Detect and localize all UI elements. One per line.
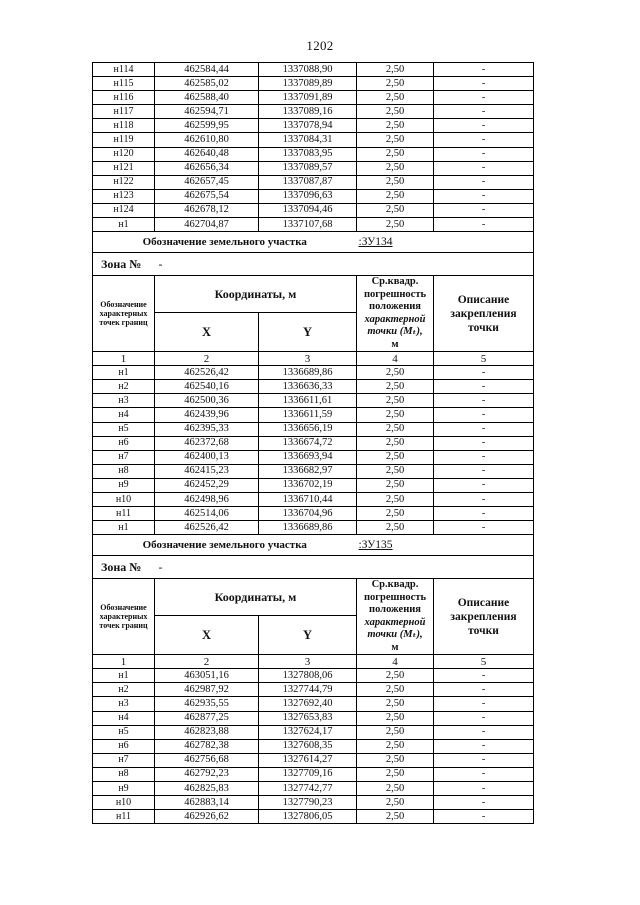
x-column-header: X bbox=[155, 616, 259, 655]
y-coordinate-cell: 1327624,17 bbox=[259, 725, 357, 739]
description-cell: - bbox=[434, 394, 534, 408]
table-row bbox=[93, 753, 534, 767]
zone-label: Зона № bbox=[93, 556, 155, 579]
coordinates-table bbox=[92, 62, 534, 824]
table-row bbox=[93, 478, 534, 492]
zone-value: - bbox=[155, 253, 534, 276]
x-coordinate-cell: 462400,13 bbox=[155, 450, 259, 464]
x-coordinate-cell: 463051,16 bbox=[155, 669, 259, 683]
x-coordinate-cell: 462439,96 bbox=[155, 408, 259, 422]
y-coordinate-cell: 1336689,86 bbox=[259, 366, 357, 380]
point-id-cell: н4 bbox=[93, 408, 155, 422]
x-coordinate-cell: 462585,02 bbox=[155, 77, 259, 91]
description-cell: - bbox=[434, 133, 534, 147]
table-row bbox=[93, 782, 534, 796]
description-cell: - bbox=[434, 161, 534, 175]
error-header-line: м bbox=[391, 338, 399, 350]
error-cell: 2,50 bbox=[357, 366, 434, 380]
table-row bbox=[93, 683, 534, 697]
y-coordinate-cell: 1327806,05 bbox=[259, 810, 357, 824]
point-id-cell: н5 bbox=[93, 725, 155, 739]
error-cell: 2,50 bbox=[357, 725, 434, 739]
description-cell: - bbox=[434, 669, 534, 683]
plot-id: :ЗУ135 bbox=[358, 539, 393, 552]
y-column-header: Y bbox=[259, 313, 357, 352]
x-coordinate-cell: 462498,96 bbox=[155, 492, 259, 506]
table-row bbox=[93, 739, 534, 753]
error-cell: 2,50 bbox=[357, 105, 434, 119]
y-coordinate-cell: 1327653,83 bbox=[259, 711, 357, 725]
y-coordinate-cell: 1337091,89 bbox=[259, 91, 357, 105]
y-coordinate-cell: 1336682,97 bbox=[259, 464, 357, 478]
description-cell: - bbox=[434, 366, 534, 380]
point-id-cell: н5 bbox=[93, 422, 155, 436]
point-id-cell: н122 bbox=[93, 175, 155, 189]
description-cell: - bbox=[434, 189, 534, 203]
y-coordinate-cell: 1336689,86 bbox=[259, 521, 357, 535]
y-coordinate-cell: 1337088,90 bbox=[259, 63, 357, 77]
x-coordinate-cell: 462599,95 bbox=[155, 119, 259, 133]
point-id-cell: н10 bbox=[93, 796, 155, 810]
table-row bbox=[93, 711, 534, 725]
x-coordinate-cell: 462415,23 bbox=[155, 464, 259, 478]
y-coordinate-cell: 1327744,79 bbox=[259, 683, 357, 697]
error-cell: 2,50 bbox=[357, 478, 434, 492]
description-cell: - bbox=[434, 147, 534, 161]
description-cell: - bbox=[434, 119, 534, 133]
description-cell: - bbox=[434, 492, 534, 506]
description-cell: - bbox=[434, 711, 534, 725]
table-row bbox=[93, 507, 534, 521]
description-cell: - bbox=[434, 203, 534, 217]
column-number: 4 bbox=[357, 352, 434, 366]
error-header-line: точки (Mₜ), bbox=[367, 326, 423, 338]
table-row bbox=[93, 810, 534, 824]
point-id-cell: н9 bbox=[93, 478, 155, 492]
description-cell: - bbox=[434, 464, 534, 478]
point-id-cell: н4 bbox=[93, 711, 155, 725]
point-id-cell: н123 bbox=[93, 189, 155, 203]
y-coordinate-cell: 1327614,27 bbox=[259, 753, 357, 767]
error-cell: 2,50 bbox=[357, 394, 434, 408]
error-cell: 2,50 bbox=[357, 796, 434, 810]
table-row bbox=[93, 492, 534, 506]
x-coordinate-cell: 462656,34 bbox=[155, 161, 259, 175]
column-number: 3 bbox=[259, 352, 357, 366]
point-id-cell: н2 bbox=[93, 380, 155, 394]
table-row bbox=[93, 203, 534, 217]
table-row bbox=[93, 77, 534, 91]
x-coordinate-cell: 462926,62 bbox=[155, 810, 259, 824]
description-cell: - bbox=[434, 91, 534, 105]
x-coordinate-cell: 462825,83 bbox=[155, 782, 259, 796]
table-row bbox=[93, 63, 534, 77]
point-id-cell: н6 bbox=[93, 739, 155, 753]
description-cell: - bbox=[434, 63, 534, 77]
zone-label: Зона № bbox=[93, 253, 155, 276]
y-coordinate-cell: 1327709,16 bbox=[259, 767, 357, 781]
x-coordinate-cell: 462678,12 bbox=[155, 203, 259, 217]
y-coordinate-cell: 1336702,19 bbox=[259, 478, 357, 492]
x-coordinate-cell: 462584,44 bbox=[155, 63, 259, 77]
error-cell: 2,50 bbox=[357, 753, 434, 767]
x-coordinate-cell: 462540,16 bbox=[155, 380, 259, 394]
y-coordinate-cell: 1337087,87 bbox=[259, 175, 357, 189]
x-coordinate-cell: 462514,06 bbox=[155, 507, 259, 521]
description-cell: - bbox=[434, 380, 534, 394]
error-cell: 2,50 bbox=[357, 408, 434, 422]
column-number-row bbox=[93, 655, 534, 669]
error-cell: 2,50 bbox=[357, 161, 434, 175]
error-header-line: положения bbox=[369, 301, 421, 313]
point-id-cell: н7 bbox=[93, 753, 155, 767]
table-row bbox=[93, 147, 534, 161]
error-cell: 2,50 bbox=[357, 422, 434, 436]
table-row bbox=[93, 725, 534, 739]
description-cell: - bbox=[434, 697, 534, 711]
column-number: 1 bbox=[93, 655, 155, 669]
description-cell: - bbox=[434, 739, 534, 753]
description-cell: - bbox=[434, 725, 534, 739]
x-coordinate-cell: 462526,42 bbox=[155, 366, 259, 380]
table-row bbox=[93, 767, 534, 781]
x-column-header: X bbox=[155, 313, 259, 352]
table-row bbox=[93, 521, 534, 535]
error-cell: 2,50 bbox=[357, 739, 434, 753]
error-header-line: м bbox=[391, 641, 399, 653]
error-header-line: положения bbox=[369, 604, 421, 616]
description-cell: - bbox=[434, 683, 534, 697]
description-cell: - bbox=[434, 436, 534, 450]
y-coordinate-cell: 1336611,61 bbox=[259, 394, 357, 408]
description-cell: - bbox=[434, 77, 534, 91]
point-id-cell: н11 bbox=[93, 507, 155, 521]
y-coordinate-cell: 1337078,94 bbox=[259, 119, 357, 133]
column-number: 5 bbox=[434, 655, 534, 669]
point-id-cell: н10 bbox=[93, 492, 155, 506]
x-coordinate-cell: 462935,55 bbox=[155, 697, 259, 711]
header-row bbox=[93, 579, 534, 616]
x-coordinate-cell: 462792,23 bbox=[155, 767, 259, 781]
error-cell: 2,50 bbox=[357, 63, 434, 77]
point-id-cell: н8 bbox=[93, 767, 155, 781]
error-cell: 2,50 bbox=[357, 683, 434, 697]
table-row bbox=[93, 796, 534, 810]
error-header-line: Ср.квадр. bbox=[371, 276, 419, 288]
x-coordinate-cell: 462395,33 bbox=[155, 422, 259, 436]
table-row bbox=[93, 464, 534, 478]
table-row bbox=[93, 105, 534, 119]
description-cell: - bbox=[434, 105, 534, 119]
page-number: 1202 bbox=[306, 38, 334, 53]
x-coordinate-cell: 462588,40 bbox=[155, 91, 259, 105]
coordinates-column-header: Координаты, м bbox=[155, 276, 357, 313]
y-coordinate-cell: 1336674,72 bbox=[259, 436, 357, 450]
point-id-cell: н120 bbox=[93, 147, 155, 161]
point-id-cell: н121 bbox=[93, 161, 155, 175]
plot-designation-value bbox=[357, 535, 534, 556]
error-header-line: погрешность bbox=[363, 591, 427, 603]
x-coordinate-cell: 462756,68 bbox=[155, 753, 259, 767]
description-cell: - bbox=[434, 782, 534, 796]
y-coordinate-cell: 1337094,46 bbox=[259, 203, 357, 217]
description-cell: - bbox=[434, 810, 534, 824]
description-cell: - bbox=[434, 521, 534, 535]
column-number: 2 bbox=[155, 352, 259, 366]
column-number: 4 bbox=[357, 655, 434, 669]
error-cell: 2,50 bbox=[357, 810, 434, 824]
zone-value: - bbox=[155, 556, 534, 579]
table-row bbox=[93, 436, 534, 450]
column-number: 3 bbox=[259, 655, 357, 669]
point-id-cell: н118 bbox=[93, 119, 155, 133]
y-coordinate-cell: 1336710,44 bbox=[259, 492, 357, 506]
error-cell: 2,50 bbox=[357, 91, 434, 105]
x-coordinate-cell: 462877,25 bbox=[155, 711, 259, 725]
description-cell: - bbox=[434, 408, 534, 422]
y-column-header: Y bbox=[259, 616, 357, 655]
table-row bbox=[93, 408, 534, 422]
description-cell: - bbox=[434, 450, 534, 464]
x-coordinate-cell: 462610,80 bbox=[155, 133, 259, 147]
error-cell: 2,50 bbox=[357, 175, 434, 189]
x-coordinate-cell: 462372,68 bbox=[155, 436, 259, 450]
table-row bbox=[93, 394, 534, 408]
error-cell: 2,50 bbox=[357, 77, 434, 91]
x-coordinate-cell: 462657,45 bbox=[155, 175, 259, 189]
error-cell: 2,50 bbox=[357, 697, 434, 711]
coordinates-column-header: Координаты, м bbox=[155, 579, 357, 616]
point-id-cell: н7 bbox=[93, 450, 155, 464]
point-id-cell: н114 bbox=[93, 63, 155, 77]
error-cell: 2,50 bbox=[357, 189, 434, 203]
y-coordinate-cell: 1337107,68 bbox=[259, 218, 357, 232]
x-coordinate-cell: 462987,92 bbox=[155, 683, 259, 697]
point-id-cell: н1 bbox=[93, 218, 155, 232]
error-cell: 2,50 bbox=[357, 782, 434, 796]
error-cell: 2,50 bbox=[357, 203, 434, 217]
plot-id: :ЗУ134 bbox=[358, 236, 393, 249]
error-cell: 2,50 bbox=[357, 767, 434, 781]
error-header-line: характерной bbox=[364, 616, 426, 628]
description-cell: - bbox=[434, 507, 534, 521]
error-cell: 2,50 bbox=[357, 464, 434, 478]
header-row bbox=[93, 276, 534, 313]
x-coordinate-cell: 462526,42 bbox=[155, 521, 259, 535]
x-coordinate-cell: 462452,29 bbox=[155, 478, 259, 492]
error-header-line: точки (Mₜ), bbox=[367, 629, 423, 641]
y-coordinate-cell: 1327790,23 bbox=[259, 796, 357, 810]
column-number: 2 bbox=[155, 655, 259, 669]
y-coordinate-cell: 1337084,31 bbox=[259, 133, 357, 147]
table-row bbox=[93, 669, 534, 683]
y-coordinate-cell: 1336704,96 bbox=[259, 507, 357, 521]
description-cell: - bbox=[434, 422, 534, 436]
point-id-cell: н3 bbox=[93, 394, 155, 408]
description-cell: - bbox=[434, 175, 534, 189]
error-cell: 2,50 bbox=[357, 380, 434, 394]
column-number: 5 bbox=[434, 352, 534, 366]
y-coordinate-cell: 1336693,94 bbox=[259, 450, 357, 464]
point-id-cell: н116 bbox=[93, 91, 155, 105]
x-coordinate-cell: 462823,88 bbox=[155, 725, 259, 739]
point-id-cell: н6 bbox=[93, 436, 155, 450]
description-column-header: Описание закрепления точки bbox=[434, 276, 534, 352]
table-row bbox=[93, 450, 534, 464]
error-header-line: погрешность bbox=[363, 288, 427, 300]
table-row bbox=[93, 161, 534, 175]
plot-designation-row bbox=[93, 535, 534, 556]
y-coordinate-cell: 1336636,33 bbox=[259, 380, 357, 394]
table-row bbox=[93, 697, 534, 711]
description-cell: - bbox=[434, 218, 534, 232]
table-row bbox=[93, 380, 534, 394]
y-coordinate-cell: 1337096,63 bbox=[259, 189, 357, 203]
x-coordinate-cell: 462500,36 bbox=[155, 394, 259, 408]
y-coordinate-cell: 1337083,95 bbox=[259, 147, 357, 161]
description-column-header: Описание закрепления точки bbox=[434, 579, 534, 655]
y-coordinate-cell: 1327608,35 bbox=[259, 739, 357, 753]
error-cell: 2,50 bbox=[357, 492, 434, 506]
table-row bbox=[93, 119, 534, 133]
y-coordinate-cell: 1327808,06 bbox=[259, 669, 357, 683]
plot-designation-value bbox=[357, 232, 534, 253]
point-id-cell: н1 bbox=[93, 669, 155, 683]
point-id-cell: н117 bbox=[93, 105, 155, 119]
points-column-header: Обозначение характерных точек границ bbox=[93, 579, 155, 655]
point-id-cell: н115 bbox=[93, 77, 155, 91]
error-column-header bbox=[357, 579, 434, 655]
plot-designation-label: Обозначение земельного участка bbox=[93, 232, 357, 253]
plot-designation-label: Обозначение земельного участка bbox=[93, 535, 357, 556]
y-coordinate-cell: 1336656,19 bbox=[259, 422, 357, 436]
table-row bbox=[93, 91, 534, 105]
table-row bbox=[93, 175, 534, 189]
point-id-cell: н119 bbox=[93, 133, 155, 147]
point-id-cell: н124 bbox=[93, 203, 155, 217]
y-coordinate-cell: 1327742,77 bbox=[259, 782, 357, 796]
description-cell: - bbox=[434, 478, 534, 492]
point-id-cell: н11 bbox=[93, 810, 155, 824]
table-row bbox=[93, 422, 534, 436]
x-coordinate-cell: 462675,54 bbox=[155, 189, 259, 203]
error-cell: 2,50 bbox=[357, 133, 434, 147]
error-column-header bbox=[357, 276, 434, 352]
x-coordinate-cell: 462594,71 bbox=[155, 105, 259, 119]
point-id-cell: н8 bbox=[93, 464, 155, 478]
description-cell: - bbox=[434, 753, 534, 767]
x-coordinate-cell: 462782,38 bbox=[155, 739, 259, 753]
column-number-row bbox=[93, 352, 534, 366]
y-coordinate-cell: 1337089,16 bbox=[259, 105, 357, 119]
table-row bbox=[93, 133, 534, 147]
point-id-cell: н1 bbox=[93, 366, 155, 380]
points-column-header: Обозначение характерных точек границ bbox=[93, 276, 155, 352]
y-coordinate-cell: 1337089,89 bbox=[259, 77, 357, 91]
table-row bbox=[93, 218, 534, 232]
error-cell: 2,50 bbox=[357, 711, 434, 725]
error-cell: 2,50 bbox=[357, 669, 434, 683]
error-cell: 2,50 bbox=[357, 218, 434, 232]
point-id-cell: н1 bbox=[93, 521, 155, 535]
plot-designation-row bbox=[93, 232, 534, 253]
zone-row bbox=[93, 253, 534, 276]
error-cell: 2,50 bbox=[357, 436, 434, 450]
x-coordinate-cell: 462640,48 bbox=[155, 147, 259, 161]
point-id-cell: н3 bbox=[93, 697, 155, 711]
error-header-line: характерной bbox=[364, 313, 426, 325]
error-cell: 2,50 bbox=[357, 521, 434, 535]
y-coordinate-cell: 1337089,57 bbox=[259, 161, 357, 175]
table-row bbox=[93, 366, 534, 380]
point-id-cell: н2 bbox=[93, 683, 155, 697]
description-cell: - bbox=[434, 767, 534, 781]
x-coordinate-cell: 462883,14 bbox=[155, 796, 259, 810]
column-number: 1 bbox=[93, 352, 155, 366]
table-row bbox=[93, 189, 534, 203]
y-coordinate-cell: 1327692,40 bbox=[259, 697, 357, 711]
error-cell: 2,50 bbox=[357, 147, 434, 161]
error-cell: 2,50 bbox=[357, 119, 434, 133]
error-cell: 2,50 bbox=[357, 450, 434, 464]
x-coordinate-cell: 462704,87 bbox=[155, 218, 259, 232]
zone-row bbox=[93, 556, 534, 579]
error-cell: 2,50 bbox=[357, 507, 434, 521]
y-coordinate-cell: 1336611,59 bbox=[259, 408, 357, 422]
point-id-cell: н9 bbox=[93, 782, 155, 796]
description-cell: - bbox=[434, 796, 534, 810]
error-header-line: Ср.квадр. bbox=[371, 579, 419, 591]
